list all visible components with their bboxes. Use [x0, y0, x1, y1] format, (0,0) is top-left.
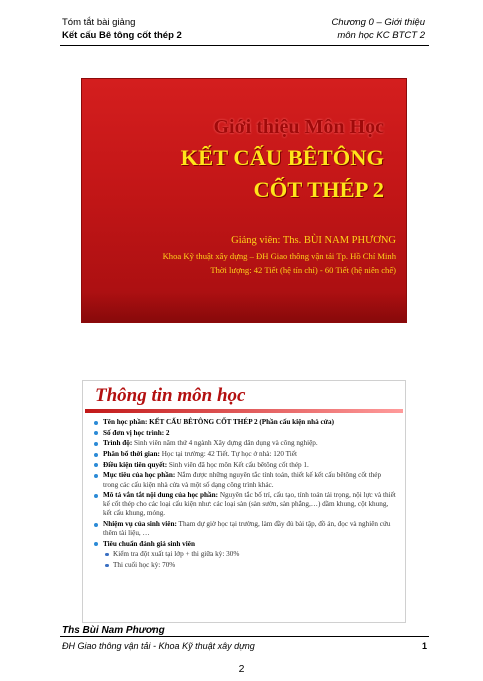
lecturer-name: Giảng viên: Ths. BÙI NAM PHƯƠNG: [231, 235, 396, 246]
course-duration: Thời lượng: 42 Tiết (hệ tín chỉ) - 60 Tiết (hệ niên chế): [210, 265, 396, 275]
course-info-label: Tên học phần:: [103, 418, 148, 426]
title-underline-bar: [85, 409, 403, 413]
course-info-label: Tiêu chuẩn đánh giá sinh viên: [103, 539, 195, 548]
course-info-title: Thông tin môn học: [95, 385, 246, 406]
course-info-item: [92, 429, 397, 438]
course-info-list: [92, 418, 397, 572]
header-course-name: Kết cấu Bê tông cốt thép 2: [62, 30, 182, 41]
course-info-label: Phân bổ thời gian:: [103, 450, 160, 459]
evaluation-item: Thi cuối học kỳ: 70%: [103, 561, 397, 570]
title-slide: [82, 79, 406, 322]
course-info-label: Mô tả vắn tắt nội dung của học phần:: [103, 491, 219, 500]
course-info-text: KẾT CẤU BÊTÔNG CỐT THÉP 2 (Phần cấu kiện nhà cửa): [147, 418, 334, 426]
evaluation-item: Kiểm tra đột xuất tại lớp + thi giữa kỳ: 30%: [103, 550, 397, 559]
header-lecture-summary: Tóm tắt bài giảng: [62, 17, 136, 28]
course-info-label: Trình độ:: [103, 439, 133, 448]
footer-affiliation: ĐH Giao thông vận tải - Khoa Kỹ thuật xây dựng: [62, 641, 255, 651]
course-info-text: Tham dự giờ học tại trường, làm đầy đủ bài tập, đồ án, đọc và nghiên cứu thêm tài liệu, …: [103, 520, 391, 538]
course-info-item: [92, 540, 397, 570]
slide-title-intro: Giới thiệu Môn Học: [213, 116, 384, 138]
course-info-label: Mục tiêu của học phần:: [103, 471, 176, 480]
course-info-label: Nhiệm vụ của sinh viên:: [103, 520, 177, 529]
footer-author: Ths Bùi Nam Phương: [62, 625, 165, 636]
course-info-text: Nguyên tắc bố trí, cấu tạo, tính toán tải trọng, nội lực và thiết kế cốt thép cho các loại cấu kiện như: các loại sàn (sàn sườn, sàn phẳng,…) dầm khung, cột khung, kết cấu khung, móng.: [103, 491, 396, 518]
slide-title-main: KẾT CẤU BÊTÔNG: [180, 145, 384, 170]
evaluation-sublist: [103, 550, 397, 570]
header-chapter: Chương 0 – Giới thiệu: [331, 17, 425, 28]
slide-bottom-band: [82, 292, 406, 322]
course-info-text: Sinh viên năm thứ 4 ngành Xây dựng dân dụng và công nghiệp.: [132, 439, 318, 448]
course-info-item: [92, 439, 397, 448]
course-info-text: 2: [164, 428, 170, 437]
header-right: [331, 16, 425, 42]
course-info-text: Nắm được những nguyên tắc tính toán, thiết kế kết cấu bêtông cốt thép trong các cấu kiện nhà cửa và một số dạng công trình khác.: [103, 471, 382, 489]
course-info-text: Học tại trường: 42 Tiết. Tự học ở nhà: 120 Tiết: [159, 450, 297, 459]
course-info-item: [92, 471, 397, 489]
course-info-item: [92, 491, 397, 518]
page-number: 2: [238, 663, 245, 675]
course-info-slide: [82, 380, 406, 623]
course-info-item: [92, 418, 397, 427]
course-info-item: [92, 520, 397, 538]
slide-title-main-2: CỐT THÉP 2: [253, 177, 384, 202]
footer-slide-page: 1: [421, 641, 427, 651]
course-info-label: Điều kiện tiên quyết:: [103, 460, 168, 469]
course-info-text: Sinh viên đã học môn Kết cấu bêtông cốt thép 1.: [167, 460, 309, 469]
course-info-item: [92, 450, 397, 459]
course-info-label: Số đơn vị học trình:: [103, 428, 165, 437]
header-left: [62, 16, 182, 42]
faculty-name: Khoa Kỹ thuật xây dựng – ĐH Giao thông vận tải Tp. Hồ Chí Minh: [162, 251, 396, 261]
header-chapter-subject: môn học KC BTCT 2: [337, 30, 425, 41]
header-divider: [60, 45, 429, 46]
course-info-item: [92, 461, 397, 470]
footer-divider: [60, 636, 429, 637]
